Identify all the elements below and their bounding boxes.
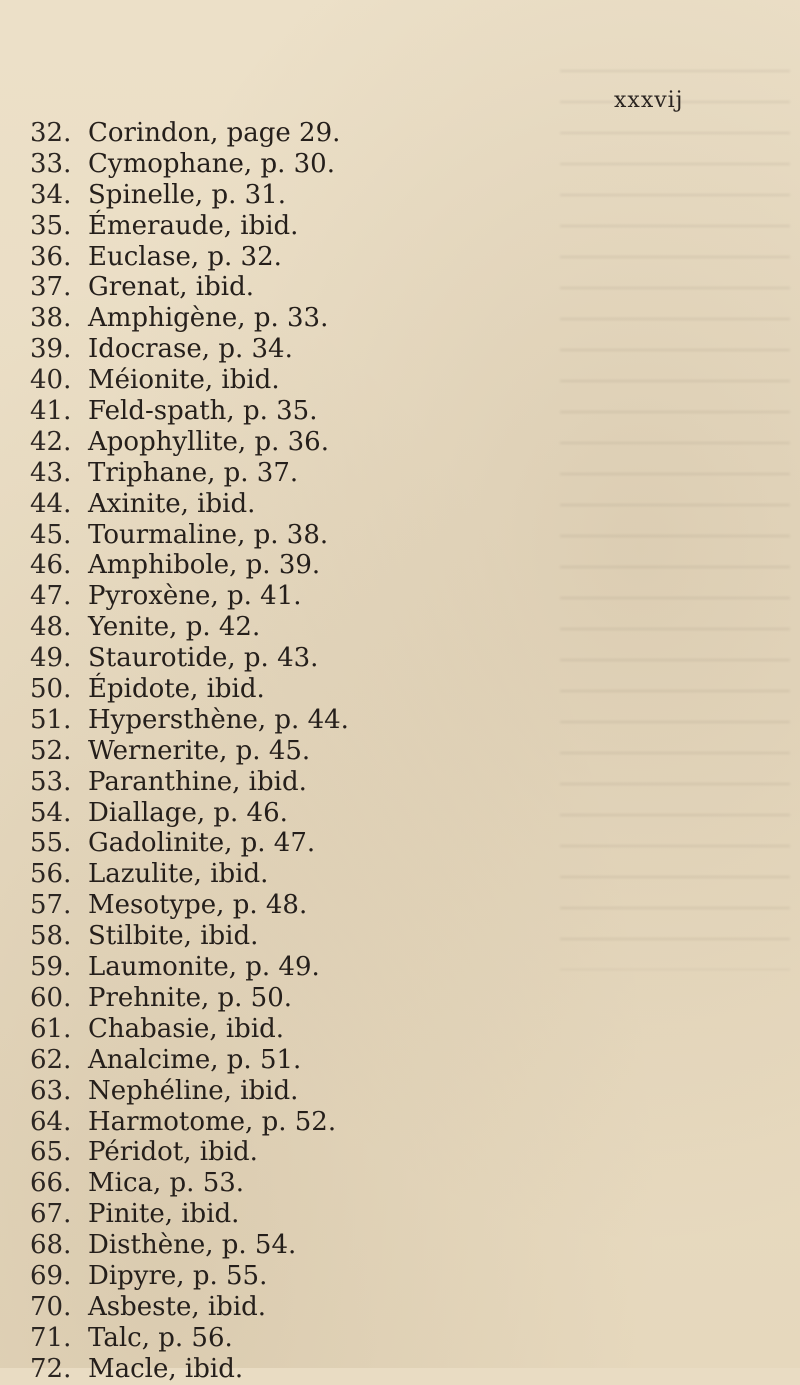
- entry-text: Gadolinite, p. 47.: [88, 828, 316, 859]
- entry-text: Grenat, ibid.: [88, 272, 254, 303]
- entry-number: 65.: [30, 1137, 72, 1168]
- entry-text: Péridot, ibid.: [88, 1137, 258, 1168]
- index-entry: [30, 1230, 349, 1261]
- index-entry: [30, 952, 349, 983]
- entry-text: Yenite, p. 42.: [88, 612, 261, 643]
- entry-text: Disthène, p. 54.: [88, 1230, 297, 1261]
- index-entry: [30, 1354, 349, 1385]
- entry-text: Cymophane, p. 30.: [88, 148, 335, 179]
- entry-text: Tourmaline, p. 38.: [88, 519, 329, 550]
- entry-number: 69.: [30, 1260, 72, 1291]
- entry-text: Stilbite, ibid.: [88, 921, 259, 952]
- index-entry: [30, 365, 349, 396]
- entry-text: Laumonite, p. 49.: [88, 952, 320, 983]
- entry-text: Triphane, p. 37.: [88, 457, 299, 488]
- entry-number: 36.: [30, 241, 72, 272]
- index-entry: [30, 674, 349, 705]
- entry-number: 51.: [30, 704, 72, 735]
- index-entry: [30, 1107, 349, 1138]
- entry-text: Staurotide, p. 43.: [88, 643, 319, 674]
- entry-number: 57.: [30, 890, 72, 921]
- entry-number: 53.: [30, 766, 72, 797]
- entry-number: 47.: [30, 581, 72, 612]
- entry-text: Asbeste, ibid.: [88, 1291, 267, 1322]
- entry-number: 40.: [30, 365, 72, 396]
- entry-text: Épidote, ibid.: [88, 674, 265, 705]
- entry-text: Pyroxène, p. 41.: [88, 581, 302, 612]
- entry-number: 32.: [30, 118, 72, 148]
- entry-text: Apophyllite, p. 36.: [88, 426, 329, 457]
- entry-number: 44.: [30, 488, 72, 519]
- index-entry: [30, 242, 349, 273]
- entry-text: Hypersthène, p. 44.: [88, 704, 349, 735]
- entry-number: 54.: [30, 797, 72, 828]
- index-entry: [30, 983, 349, 1014]
- index-entry: [30, 272, 349, 303]
- entry-number: 68.: [30, 1230, 72, 1261]
- entry-text: Feld-spath, p. 35.: [88, 396, 318, 427]
- entry-text: Paranthine, ibid.: [88, 766, 307, 797]
- entry-text: Nephéline, ibid.: [88, 1075, 299, 1106]
- entry-text: Harmotome, p. 52.: [88, 1106, 337, 1137]
- entry-text: Prehnite, p. 50.: [88, 982, 293, 1013]
- index-entry: [30, 798, 349, 829]
- entry-number: 56.: [30, 859, 72, 890]
- entry-number: 64.: [30, 1106, 72, 1137]
- entry-text: Analcime, p. 51.: [88, 1044, 302, 1075]
- entry-number: 33.: [30, 148, 72, 179]
- index-entry: [30, 581, 349, 612]
- entry-text: Talc, p. 56.: [88, 1322, 233, 1353]
- entry-number: 72.: [30, 1353, 72, 1384]
- entry-number: 34.: [30, 179, 72, 210]
- entry-number: 71.: [30, 1322, 72, 1353]
- entry-text: Chabasie, ibid.: [88, 1013, 285, 1044]
- index-entry: [30, 458, 349, 489]
- index-entry: [30, 1137, 349, 1168]
- entry-text: Amphigène, p. 33.: [88, 303, 329, 334]
- index-entry: [30, 427, 349, 458]
- index-entry: [30, 828, 349, 859]
- index-entry: [30, 612, 349, 643]
- entry-text: Dipyre, p. 55.: [88, 1260, 268, 1291]
- entry-number: 67.: [30, 1199, 72, 1230]
- index-entry: [30, 211, 349, 242]
- entry-number: 60.: [30, 982, 72, 1013]
- entry-text: Axinite, ibid.: [88, 488, 256, 519]
- entry-text: Spinelle, p. 31.: [88, 179, 286, 210]
- index-entry: [30, 643, 349, 674]
- mineral-index-list: [30, 118, 349, 1385]
- index-entry: [30, 1168, 349, 1199]
- index-entry: [30, 705, 349, 736]
- entry-number: 41.: [30, 396, 72, 427]
- entry-text: Macle, ibid.: [88, 1353, 244, 1384]
- entry-number: 66.: [30, 1168, 72, 1199]
- index-entry: [30, 921, 349, 952]
- entry-text: Wernerite, p. 45.: [88, 735, 311, 766]
- entry-number: 59.: [30, 952, 72, 983]
- entry-number: 49.: [30, 643, 72, 674]
- entry-text: Amphibole, p. 39.: [88, 550, 321, 581]
- entry-number: 50.: [30, 674, 72, 705]
- entry-number: 37.: [30, 272, 72, 303]
- index-entry: [30, 550, 349, 581]
- entry-number: 63.: [30, 1075, 72, 1106]
- index-entry: [30, 1292, 349, 1323]
- entry-number: 52.: [30, 735, 72, 766]
- entry-text: Euclase, p. 32.: [88, 241, 282, 272]
- entry-text: Mica, p. 53.: [88, 1168, 245, 1199]
- index-entry: [30, 303, 349, 334]
- entry-text: Pinite, ibid.: [88, 1199, 240, 1230]
- entry-number: 62.: [30, 1044, 72, 1075]
- index-entry: [30, 1199, 349, 1230]
- entry-number: 58.: [30, 921, 72, 952]
- entry-text: Méionite, ibid.: [88, 365, 280, 396]
- index-entry: [30, 1261, 349, 1292]
- entry-number: 39.: [30, 334, 72, 365]
- index-entry: [30, 149, 349, 180]
- entry-text: Idocrase, p. 34.: [88, 334, 293, 365]
- index-entry: [30, 118, 349, 149]
- index-entry: [30, 396, 349, 427]
- show-through-text: [560, 70, 790, 970]
- entry-text: Émeraude, ibid.: [88, 210, 299, 241]
- index-entry: [30, 489, 349, 520]
- index-entry: [30, 1045, 349, 1076]
- entry-text: Mesotype, p. 48.: [88, 890, 308, 921]
- index-entry: [30, 520, 349, 551]
- index-entry: [30, 736, 349, 767]
- entry-number: 48.: [30, 612, 72, 643]
- index-entry: [30, 767, 349, 798]
- index-entry: [30, 1323, 349, 1354]
- entry-number: 61.: [30, 1013, 72, 1044]
- index-entry: [30, 180, 349, 211]
- index-entry: [30, 859, 349, 890]
- entry-number: 70.: [30, 1291, 72, 1322]
- page-number: xxxvij: [614, 88, 684, 113]
- entry-number: 43.: [30, 457, 72, 488]
- entry-number: 45.: [30, 519, 72, 550]
- entry-number: 55.: [30, 828, 72, 859]
- entry-text: Lazulite, ibid.: [88, 859, 269, 890]
- entry-number: 35.: [30, 210, 72, 241]
- index-entry: [30, 1014, 349, 1045]
- index-entry: [30, 334, 349, 365]
- entry-number: 42.: [30, 426, 72, 457]
- index-entry: [30, 890, 349, 921]
- entry-number: 46.: [30, 550, 72, 581]
- entry-text: Corindon, page 29.: [88, 118, 341, 148]
- index-entry: [30, 1076, 349, 1107]
- entry-text: Diallage, p. 46.: [88, 797, 288, 828]
- entry-number: 38.: [30, 303, 72, 334]
